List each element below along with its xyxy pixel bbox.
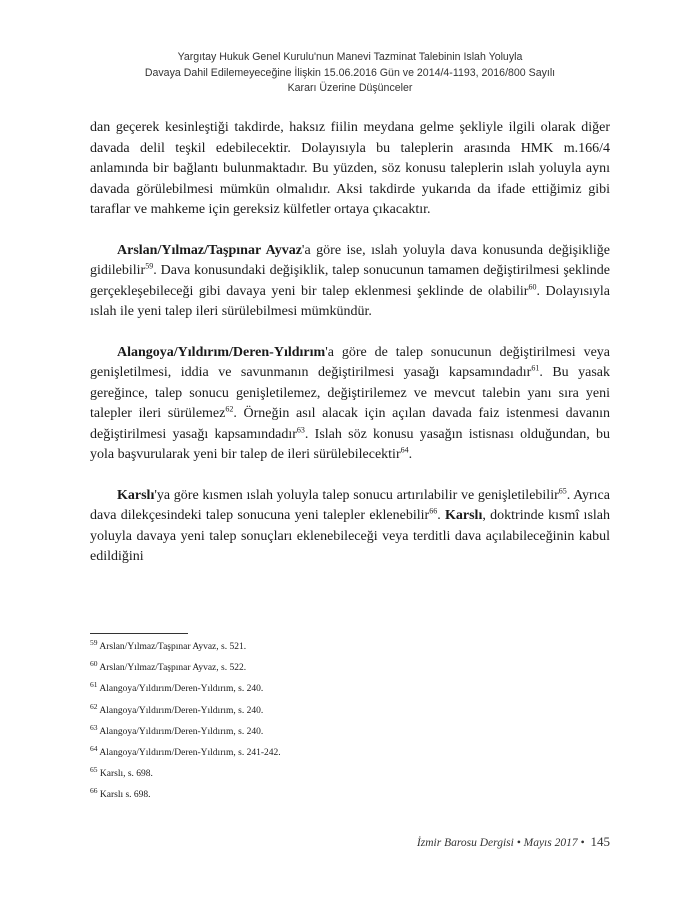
footnote-separator [90, 633, 188, 634]
paragraph-4: Karslı'ya göre kısmen ıslah yoluyla talep sonucu artırılabilir ve genişletilebilir$^{65}$. Ayrıca dava dilekçesindeki talep sonucuna yeni talepler eklenebilir$^{66}$. Karslı, doktrinde kısmî ıslah yoluyla davaya yeni talep sonuçları eklenebileceği veya terditli dava açılabileceğinin kabul edildiğini [90, 485, 610, 564]
footnote-text: Arslan/Yılmaz/Taşpınar Ayvaz, s. 522. [99, 663, 247, 674]
author-name: Karslı [117, 487, 155, 503]
footnote-text: Arslan/Yılmaz/Taşpınar Ayvaz, s. 521. [99, 642, 247, 652]
footnote-ref[interactable]: 60 [528, 281, 537, 291]
footnote [90, 722, 610, 746]
footnote [90, 682, 610, 703]
footnote-text: Alangoya/Yıldırım/Deren-Yıldırım, s. 240. [99, 705, 264, 716]
header-line-3: Kararı Üzerine Düşünceler [287, 82, 413, 94]
footnote [90, 701, 610, 725]
footnote [90, 637, 610, 661]
paragraph-1: dan geçerek kesinleştiği takdirde, haksız fiilin meydana gelme şekliyle ilgili olarak diğer davada delil teşkil edebilecektir. Dolayısıyla bu taleplerin arasında HMK m.166/4 anlamında bir bağlantı bulunmaktadır. Bu yüzden, söz konusu taleplerin ıslah yoluyla aynı davada görülebilmesi mümkün olmalıdır. Aksi takdirde yukarıda da ifade ettiğimiz gibi taraflar ve mahkeme için gereksiz külfetler ortaya çıkacaktır. [90, 120, 610, 217]
footnote-number: 65 [90, 764, 98, 774]
author-name: Karslı [445, 508, 483, 523]
footnotes [90, 637, 610, 810]
footnote-number: 66 [90, 786, 98, 796]
footnote-number: 62 [90, 701, 98, 711]
footnote-text: Karslı, s. 698. [99, 769, 153, 780]
author-name: Alangoya/Yıldırım/Deren-Yıldırım [117, 344, 326, 360]
footnote [90, 764, 610, 788]
footnote-text: Alangoya/Yıldırım/Deren-Yıldırım, s. 240. [99, 726, 264, 737]
paragraph-3: Alangoya/Yıldırım/Deren-Yıldırım'a göre de talep sonucunun değiştirilmesi veya genişletilmesi, iddia ve savunmanın değiştirilmesi yasağı kapsamındadır$^{61}$. Bu yasak gereğince, talep sonucu genişletilemez, değiştirilemez ve mevcut talebin yanı sıra yeni talepler ileri sürülemez$^{62}$. Örneğin asıl alacak için açılan davada faiz istenmesi davanın değiştirilmesi yasağı kapsamındadır$^{63}$. Islah söz konusu yasağın istisnası olduğundan, bu yola başvurularak yeni bir talep de ileri sürülebilecektir$^{64}$. [90, 344, 611, 462]
page-footer [90, 834, 610, 850]
footnote-number: 61 [90, 680, 98, 690]
journal-name: İzmir Barosu Dergisi [416, 837, 514, 849]
footnote-ref[interactable]: 62 [225, 404, 234, 414]
footer-separator: • [577, 837, 585, 849]
footnote-ref[interactable]: 64 [400, 445, 409, 455]
footnote [90, 743, 610, 767]
footnote-ref[interactable]: 61 [531, 363, 540, 373]
footnote-number: 64 [90, 743, 98, 753]
footnote-text: Karslı s. 698. [99, 790, 151, 801]
footnote-ref[interactable]: 66 [429, 506, 438, 516]
footnote-ref[interactable]: 63 [296, 424, 305, 434]
footnote-number: 63 [90, 722, 98, 732]
footnote-ref[interactable]: 59 [145, 261, 154, 271]
footnote [90, 788, 610, 809]
footnote-number: 59 [90, 637, 98, 647]
header-line-1: Yargıtay Hukuk Genel Kurulu'nun Manevi Tazminat Talebinin Islah Yoluyla [177, 51, 523, 63]
footnote-number: 60 [90, 659, 98, 669]
footnote-ref[interactable]: 65 [558, 485, 567, 495]
issue-date: Mayıs 2017 [523, 837, 578, 849]
footnote-text: Alangoya/Yıldırım/Deren-Yıldırım, s. 241-242. [99, 747, 281, 758]
footnote-text: Alangoya/Yıldırım/Deren-Yıldırım, s. 240. [99, 684, 264, 695]
header-line-2: Davaya Dahil Edilemeyeceğine İlişkin 15.06.2016 Gün ve 2014/4-1193, 2016/800 Sayılı [144, 66, 556, 79]
page-number: 145 [590, 834, 610, 849]
footnote [90, 661, 610, 682]
running-header [90, 50, 610, 97]
footer-separator: • [513, 837, 524, 849]
body-text [90, 118, 610, 588]
paragraph-2: Arslan/Yılmaz/Taşpınar Ayvaz'a göre ise, ıslah yoluyla dava konusunda değişikliğe gidilebilir$^{59}$. Dava konusundaki değişiklik, talep sonucunun tamamen değiştirilmesi şeklinde gerçekleşebileceği gibi davaya yeni bir talep eklenmesi şeklinde de olabilir$^{60}$. Dolayısıyla ıslah ile yeni talep ileri sürülebilmesi mümkündür. [90, 242, 611, 319]
author-name: Arslan/Yılmaz/Taşpınar Ayvaz [117, 242, 302, 258]
